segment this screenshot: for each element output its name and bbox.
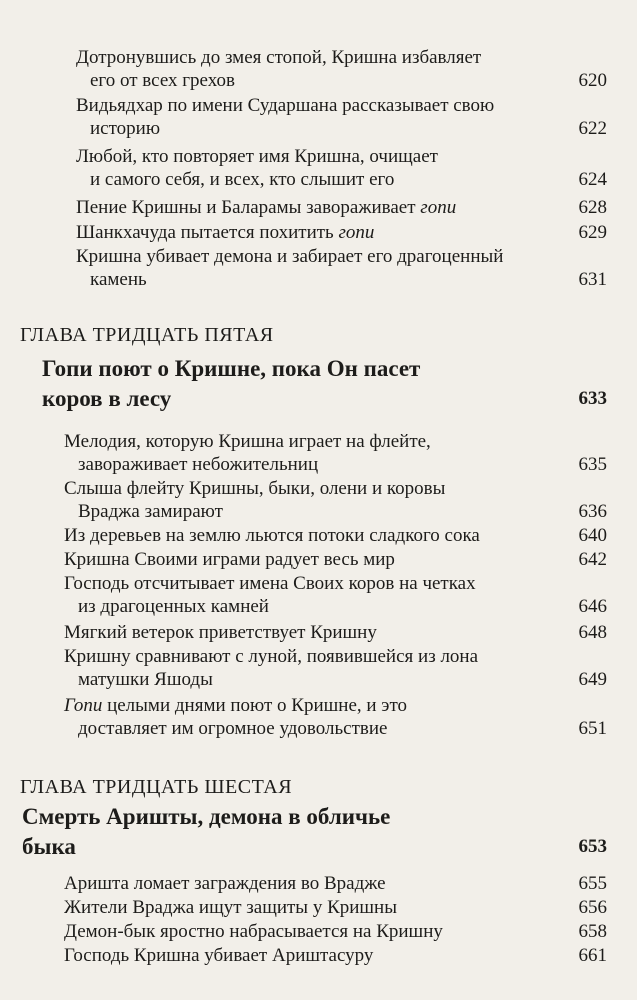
toc-entry <box>76 221 607 244</box>
page-number: 640 <box>578 525 607 546</box>
entry-text: Видьядхар по имени Сударшана рассказывает свою <box>76 95 495 116</box>
page-number: 642 <box>578 549 607 570</box>
entry-text-cont: завораживает небожительниц <box>78 454 319 475</box>
chapter-title <box>42 354 607 414</box>
entry-text: Пение Кришны и Баларамы завораживает <box>76 197 421 218</box>
page-number: 635 <box>578 454 607 475</box>
entry-text-cont: и самого себя, и всех, кто слышит его <box>90 169 395 190</box>
page-number: 656 <box>578 897 607 918</box>
toc-entry <box>76 94 607 140</box>
entry-text: Слыша флейту Кришны, быки, олени и коровы <box>64 478 446 499</box>
chapter-page-number: 653 <box>578 836 607 857</box>
page-number: 624 <box>578 169 607 190</box>
chapter-title-line: Гопи поют о Кришне, пока Он пасет <box>42 356 421 381</box>
entry-text-italic: Гопи <box>64 695 103 716</box>
page-number: 628 <box>578 197 607 218</box>
toc-entry <box>76 196 607 219</box>
toc-entry <box>64 944 607 967</box>
chapter-title-line: коров в лесу <box>42 386 172 411</box>
entry-text: Господь Кришна убивает Ариштасуру <box>64 945 374 966</box>
entry-text: Господь отсчитывает имена Своих коров на четках <box>64 573 476 594</box>
entry-text: Шанкхачуда пытается похитить <box>76 222 339 243</box>
toc-entry <box>76 145 607 191</box>
entry-text-cont: камень <box>90 269 147 290</box>
page-number: 648 <box>578 622 607 643</box>
page-number: 631 <box>578 269 607 290</box>
entry-text: Аришта ломает заграждения во Врадже <box>64 873 386 894</box>
entry-text-cont: доставляет им огромное удовольствие <box>78 718 388 739</box>
toc-entry <box>64 920 607 943</box>
entry-text-cont: из драгоценных камней <box>78 596 269 617</box>
toc-entry <box>64 872 607 895</box>
toc-entry <box>64 548 607 571</box>
entry-text: Любой, кто повторяет имя Кришна, очищает <box>76 146 438 167</box>
chapter-label: ГЛАВА ТРИДЦАТЬ ПЯТАЯ <box>20 324 274 346</box>
page-number: 646 <box>578 596 607 617</box>
entry-text: Кришна убивает демона и забирает его драгоценный <box>76 246 504 267</box>
entry-text: Демон-бык яростно набрасывается на Кришну <box>64 921 443 942</box>
chapter-label: ГЛАВА ТРИДЦАТЬ ШЕСТАЯ <box>20 776 293 798</box>
entry-text: целыми днями поют о Кришне, и это <box>102 695 407 716</box>
chapter-title-line: Смерть Аришты, демона в обличье <box>22 804 391 829</box>
toc-entry <box>76 46 607 92</box>
entry-text: Жители Враджа ищут защиты у Кришны <box>64 897 397 918</box>
entry-text: Из деревьев на землю льются потоки сладкого сока <box>64 525 480 546</box>
entry-text-italic: гопи <box>338 222 375 243</box>
entry-text-cont: историю <box>90 118 161 139</box>
page-number: 661 <box>578 945 607 966</box>
toc-entry <box>64 524 607 547</box>
entry-text-cont: его от всех грехов <box>90 70 235 91</box>
entry-text-cont: матушки Яшоды <box>78 669 213 690</box>
page-number: 629 <box>578 222 607 243</box>
toc-entry <box>64 694 607 740</box>
entry-text-cont: Враджа замирают <box>78 501 223 522</box>
toc-entry <box>64 621 607 644</box>
page-number: 649 <box>578 669 607 690</box>
toc-entry <box>64 645 607 691</box>
toc-entry <box>76 245 607 291</box>
entry-text: Мягкий ветерок приветствует Кришну <box>64 622 377 643</box>
page-number: 655 <box>578 873 607 894</box>
chapter-page-number: 633 <box>578 388 607 409</box>
page-number: 620 <box>578 70 607 91</box>
page-number: 622 <box>578 118 607 139</box>
entry-text: Мелодия, которую Кришна играет на флейте, <box>64 431 431 452</box>
entry-text: Кришну сравнивают с луной, появившейся из лона <box>64 646 479 667</box>
page-number: 651 <box>578 718 607 739</box>
chapter-title-line: быка <box>22 834 76 859</box>
page-number: 658 <box>578 921 607 942</box>
entry-text: Кришна Своими играми радует весь мир <box>64 549 395 570</box>
toc-entry <box>64 430 607 476</box>
toc-entry <box>64 572 607 618</box>
chapter-title <box>22 802 607 862</box>
page-number: 636 <box>578 501 607 522</box>
entry-text: Дотронувшись до змея стопой, Кришна избавляет <box>76 47 482 68</box>
toc-entry <box>64 896 607 919</box>
toc-entry <box>64 477 607 523</box>
entry-text-italic: гопи <box>420 197 457 218</box>
